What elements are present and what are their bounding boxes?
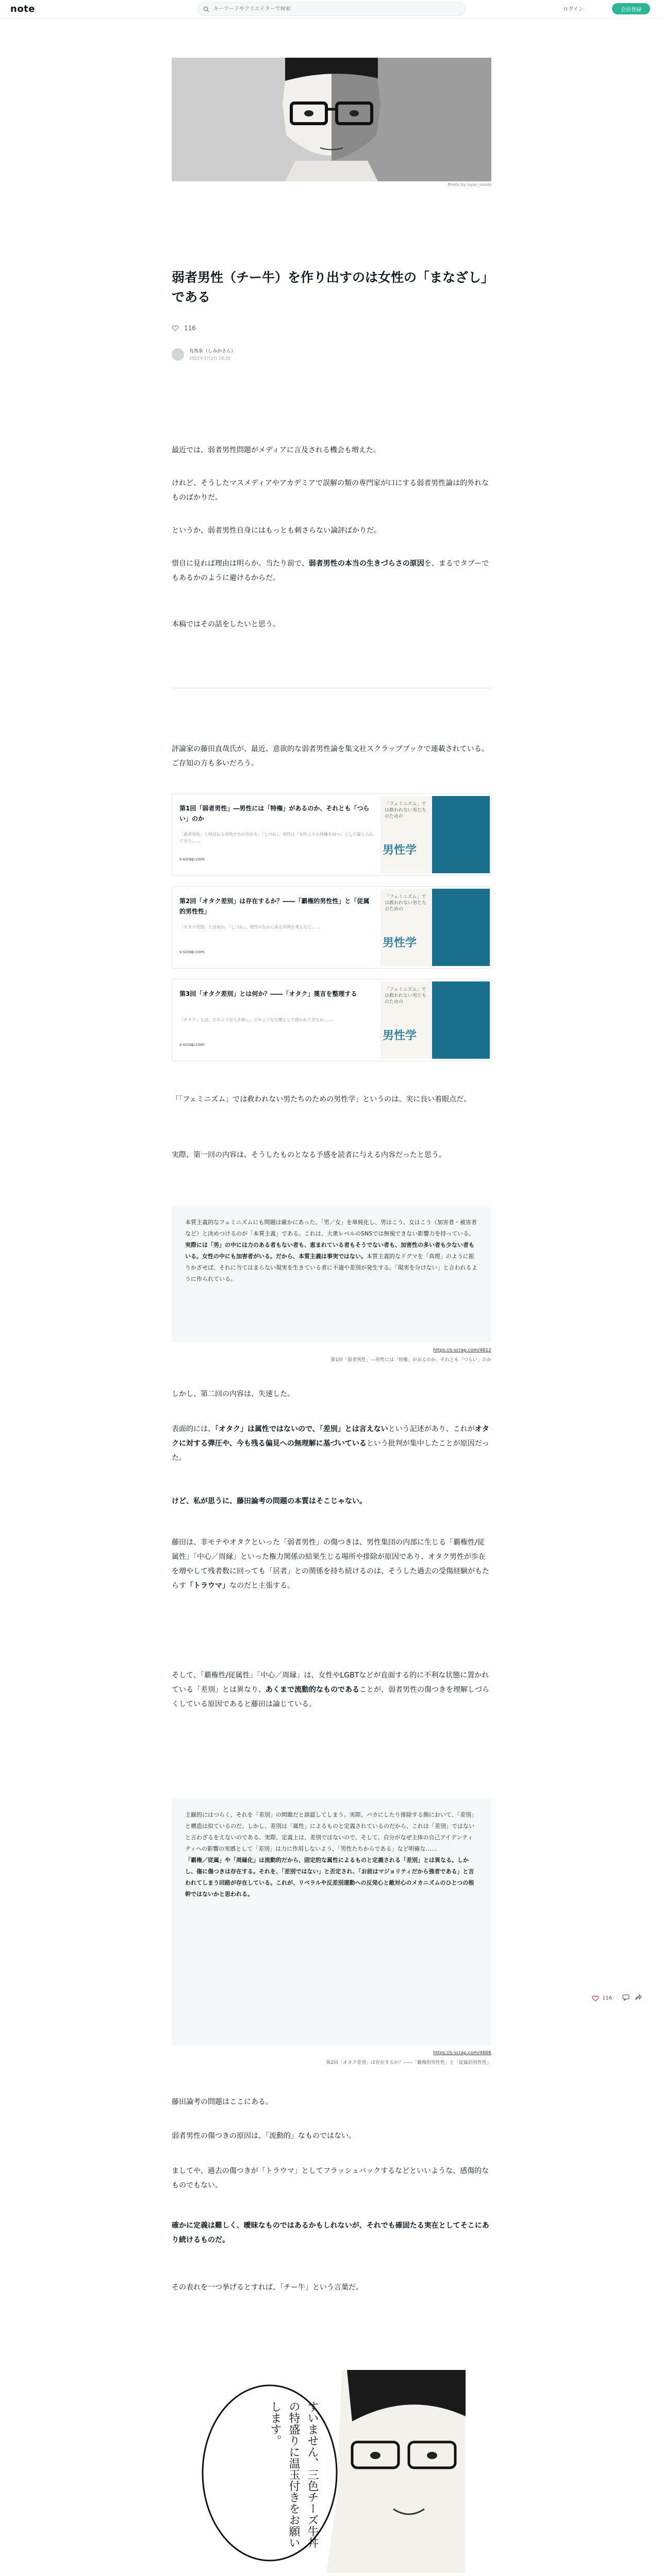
card-url: s-scrap.com	[179, 857, 205, 861]
login-link[interactable]: ログイン	[563, 7, 584, 12]
paragraph: 実際、第一回の内容は、そうしたものとなる予感を読者に与える内容だったと思う。	[172, 1151, 446, 1159]
side-actions	[592, 1994, 647, 2003]
card-description: 「弱者男性」と呼ばれる男性たちの存在を、「しづれ」、男性は「女性よりも特権を持つ」として論じられてきた……	[179, 832, 373, 843]
paragraph: 藤田は、非モテやオタクといった「弱者男性」の傷つきは、男性集団の内部に生じる「覇権性/従属性」「中心／周縁」といった権力関係の結果生じる場所や排除が原因であり、オタク男性が歩在を増やして残者数に回っても「居者」との関係を持ち続けるのは、そうした過去の受傷経験がもたらす「トラウマ」なのだと主張する。	[172, 1538, 489, 1590]
paragraph: しかし、第二回の内容は、失速した。	[172, 1390, 294, 1398]
top-header	[0, 0, 662, 19]
paragraph: けど、私が思うに、藤田論考の問題の本質はそこじゃない。	[172, 1497, 367, 1505]
note-logo[interactable]: note	[10, 4, 35, 14]
comment-icon[interactable]	[622, 1994, 630, 2003]
paragraph: 「「フェミニズム」では救われない男たちのための男性学」というのは、実に良い着眼点だ。	[172, 1095, 471, 1104]
blockquote: 本質主義的なフェミニズムにも問題は確かにあった。「男／女」を単純化し、男はこう、女はこう（加害者・被害者など）と決めつけるのが「本質主義」である。これは、大衆レベルのSNSでは無視できない影響力を持っている。実際には「男」の中には力のある者もない者も、恵まれている者もそうでない者も、加害性の多い者も少ない者もいる。女性の中にも加害者がいる。だから、本質主義は事実ではない。本質主義的なドグマを「真理」のように振りかざせば、それに当てはまらない現実を生きている者に不適や差別が発生する。「現実を分けない」と言われるように作られている。	[172, 1206, 491, 1342]
like-number: 116	[184, 325, 196, 332]
book-tagline: 「フェミニズム」では救われない男たちのための	[380, 889, 432, 966]
speech-bubble-text: すいません、三色チーズ牛丼の特盛りに温玉付きをお願いします。	[269, 2401, 319, 2548]
paragraph: 表面的には、「オタク」は属性ではないので、「差別」とは言えないという記述があり、これがオタクに対する弾圧や、今も残る偏見への無理解に基づいているという批判が集中したことが原因だった。	[172, 1425, 489, 1462]
card-url: s-scrap.com	[179, 1042, 205, 1047]
book-tagline: 「フェミニズム」では救われない男たちのための	[380, 981, 432, 1059]
book-title: 男性学	[383, 1029, 417, 1042]
blockquote: 主観的にはつらく、それを「差別」の問題だと誤認してしまう。実際、バカにしたり排除する側において、「差別」と構造は似ているのだ。しかし、差別は「属性」によるものと定義されているのだから、これは「差別」ではないと言わざるをえないのである。実際、定義上は、差別ではないので、そして、自分がなぜ主体の自己アイデンティティへの影響の実感として「差別」は力に作用しないよう、「男性たちからである」など明確な…… 「覇権／従属」や「周縁化」は流動的だから、固定的な属性によるものと定義される「差別」とは異なる。しかし、傷に傷つきは存在する。それを、「差別ではない」と否定され、「お前はマジョリティだから強者である」と言われてしまう回路が存在している。これが、リベラルや反差別運動への反発心と敵対心のメカニズムのひとつの根幹ではないかと思われる。	[172, 1798, 491, 2045]
avatar[interactable]	[172, 348, 184, 361]
card-url: s-scrap.com	[179, 950, 205, 954]
paragraph: というか、弱者男性自身にはもっとも刺さらない論評ばかりだ。	[172, 527, 381, 535]
paragraph: その表れを一つ挙げるとすれば、「チー牛」という言葉だ。	[172, 2283, 363, 2292]
card-title: 第1回「弱者男性」―男性には「特権」があるのか、それとも「つらい」のか	[179, 805, 370, 822]
book-title: 男性学	[383, 844, 417, 857]
paragraph: 藤田論考の問題はここにある。	[172, 2098, 273, 2106]
heart-icon	[592, 1995, 599, 2002]
card-description: 「オタク差別」とは何か。「しづれ」、男性のなかにある序列を考えると……	[179, 925, 320, 929]
paragraph: 評論家の藤田直哉氏が、最近、意欲的な弱者男性論を集文社スクラップブックで連載されている。ご存知の方も多いだろう。	[172, 745, 489, 768]
quote-caption: 第2回「オタク差別」は存在するか？――「覇権的男性性」と「従属的男性性」	[326, 2060, 491, 2065]
quote-source-url[interactable]: https://s-scrap.com/4612	[433, 1348, 491, 1353]
book-thumbnail	[383, 889, 490, 966]
search-box[interactable]	[197, 2, 466, 16]
hero-image	[172, 58, 491, 181]
photo-credit: Photo by nyan_rondo	[448, 182, 491, 187]
paragraph: ましてや、過去の傷つきが「トラウマ」としてフラッシュバックするなどといいような、感傷的なものでもない。	[172, 2167, 489, 2190]
quote-source[interactable]	[172, 2050, 491, 2056]
link-card[interactable]	[172, 793, 491, 876]
heart-icon	[172, 325, 179, 332]
paragraph: そして、「覇権性/従属性」「中心／周縁」は、女性やLGBTなどが直面する的に不利な状態に置かれている「差別」とは異なり、あくまで流動的なものであることが、弱者男性の傷つきを理解しづらくしている原因であると藤田は論じている。	[172, 1671, 489, 1708]
book-thumbnail	[383, 796, 490, 873]
card-description: 「オタク」とは、どのような人を指し、どのような言葉として使われてきたか……	[179, 1018, 332, 1022]
quote-source-url[interactable]: https://s-scrap.com/4666	[433, 2050, 491, 2056]
card-title: 第3回「オタク差別」とは何か？――「オタク」蔑言を整理する	[179, 990, 357, 997]
quote-caption: 第1回「弱者男性」―男性には「特権」があるのか、それとも「つらい」のか	[330, 1358, 491, 1363]
book-tagline: 「フェミニズム」では救われない男たちのための	[380, 796, 432, 873]
search-input[interactable]	[213, 6, 440, 12]
side-like-count: 116	[602, 1995, 613, 2001]
publish-date: 2022年1月2日 18:32	[189, 356, 231, 361]
paragraph: 最近では、弱者男性問題がメディアに言及される機会も増えた。	[172, 446, 380, 454]
signup-button[interactable]: 会員登録	[612, 3, 650, 14]
side-like-button[interactable]	[592, 1995, 617, 2002]
paragraph: けれど、そうしたマスメディアやアカデミアで誤解の類の専門家が口にする弱者男性論は的外れなものばかりだ。	[172, 479, 489, 502]
share-icon[interactable]	[635, 1994, 642, 2003]
search-icon	[203, 6, 209, 12]
like-count[interactable]	[172, 325, 196, 332]
book-thumbnail	[383, 981, 490, 1059]
author-block[interactable]	[172, 347, 236, 361]
link-card[interactable]	[172, 979, 491, 1061]
paragraph: 惜自に見れば理由は明らか。当たり前で、弱者男性の本当の生きづらさの原因を、まるでタブーでもあるかのように避けるからだ。	[172, 560, 489, 582]
link-card[interactable]	[172, 886, 491, 969]
article-title: 弱者男性（チー牛）を作り出すのは女性の「まなざし」である	[172, 270, 488, 304]
card-title: 第2回「オタク差別」は存在するか？――「覇権的男性性」と「従属的男性性」	[179, 897, 370, 915]
paragraph: 弱者男性の傷つきの原因は、「流動的」なものではない。	[172, 2132, 356, 2140]
paragraph: 本稿ではその話をしたいと思う。	[172, 620, 280, 629]
author-name[interactable]: 有馬泉（しみかさん）	[189, 349, 236, 354]
manga-illustration	[172, 2370, 466, 2573]
book-title: 男性学	[383, 937, 417, 950]
paragraph: 確かに定義は難しく、曖昧なものではあるかもしれないが、それでも確固たる実在としてそこにあり続けるものだ。	[172, 2222, 489, 2244]
quote-source[interactable]	[172, 1348, 491, 1353]
